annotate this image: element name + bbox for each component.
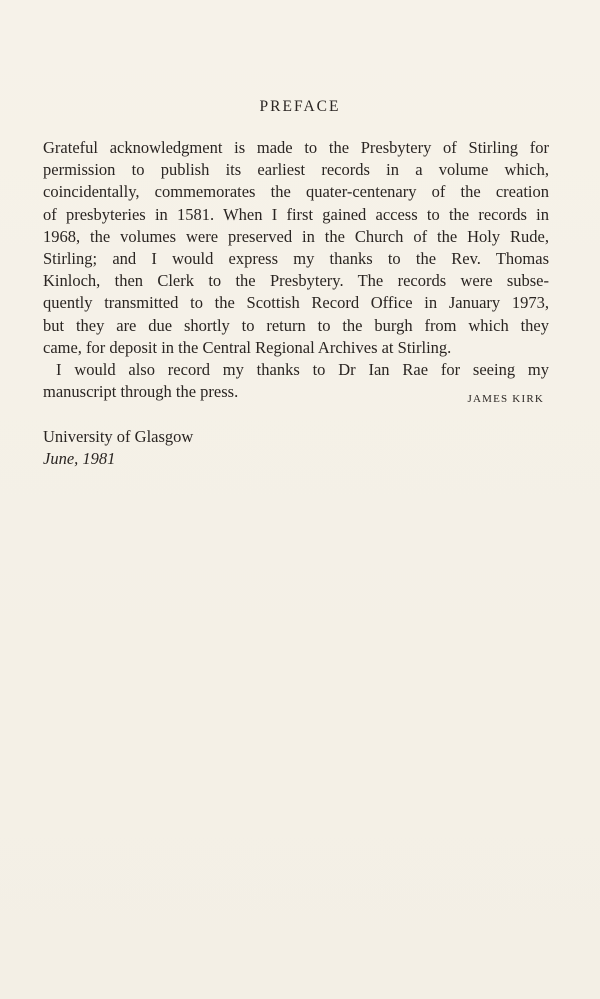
- preface-body: [43, 137, 549, 403]
- paragraph-line: coincidentally, commemorates the quater-centenary of the creation: [43, 182, 549, 202]
- paragraph-line: quently transmitted to the Scottish Record Office in January 1973,: [43, 293, 549, 313]
- paragraph-line: but they are due shortly to return to the burgh from which they: [43, 315, 549, 335]
- paragraph-line: manuscript through the press.: [43, 382, 239, 402]
- signature-block: [43, 426, 193, 470]
- paragraph-line: came, for deposit in the Central Regional Archives at Stirling.: [43, 337, 452, 357]
- affiliation: University of Glasgow: [43, 427, 194, 446]
- paragraph-line: Stirling; and I would express my thanks to the Rev. Thomas: [43, 248, 549, 268]
- paragraph-line: I would also record my thanks to Dr Ian Rae for seeing my: [56, 359, 549, 379]
- paragraph-line: permission to publish its earliest records in a volume which,: [43, 160, 549, 180]
- page-title: PREFACE: [259, 98, 341, 115]
- paragraph-line: 1968, the volumes were preserved in the Church of the Holy Rude,: [43, 226, 549, 246]
- paragraph-line: Grateful acknowledgment is made to the Presbytery of Stirling for: [43, 138, 549, 157]
- date: June, 1981: [43, 449, 116, 469]
- paragraph-1: [43, 137, 549, 359]
- paragraph-line: of presbyteries in 1581. When I first gained access to the records in: [43, 204, 549, 224]
- paragraph-line: Kinloch, then Clerk to the Presbytery. The records were subse-: [43, 271, 549, 291]
- author-signature: JAMES KIRK: [467, 393, 544, 405]
